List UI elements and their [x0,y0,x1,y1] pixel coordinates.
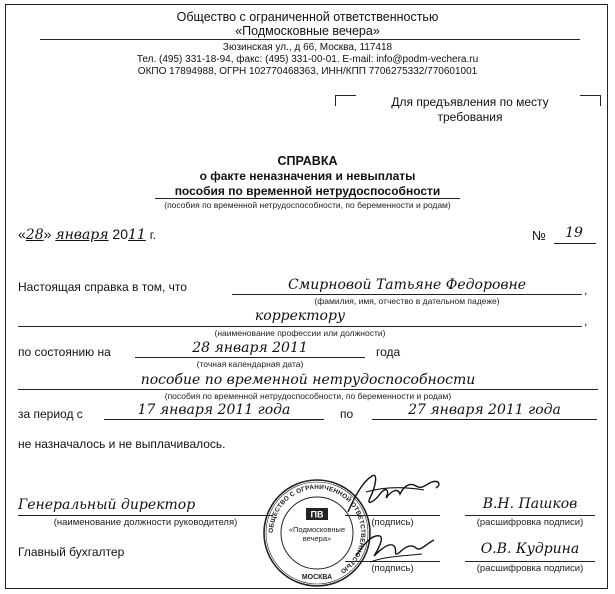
org-codes: ОКПО 17894988, ОГРН 102770468363, ИНН/КПП 7706275332/770601001 [137,66,478,77]
addressee-corner-left [335,95,356,106]
date-year-prefix: 20 [112,226,128,242]
person-rule [232,294,582,295]
date-day: 28 [25,227,44,243]
stamp-city: МОСКВА [301,574,333,581]
intro-text: Настоящая справка в том, что [18,280,187,294]
number-label: № [532,228,546,243]
document-title: СПРАВКА [277,154,338,168]
org-name-line2: «Подмосковные вечера» [235,24,380,38]
addressee-line1: Для предъявления по месту [391,95,549,109]
state-year-word: года [376,345,401,359]
position-comma: , [584,314,588,328]
org-name-line1: Общество с ограниченной ответственностью [176,10,439,24]
position-rule [18,326,582,327]
benefit-rule [18,389,598,390]
director-name: В.Н. Пашков [482,496,578,512]
period-to-label: по [340,407,354,421]
director-title: Генеральный директор [18,497,196,513]
person-hint: (фамилия, имя, отчество в дательном падеже) [314,296,500,306]
position-value: корректору [254,308,346,324]
director-name-rule [465,515,595,516]
person-name: Смирновой Татьяне Федоровне [287,277,527,293]
director-title-hint: (наименование должности руководителя) [53,517,238,528]
header-rule [40,39,580,40]
accountant-name-rule [465,561,595,562]
date-month: января [55,227,109,243]
accountant-name: О.В. Кудрина [480,541,580,557]
number-rule [554,243,596,244]
title-hint: (пособия по временной нетрудоспособности, по беременности и родам) [164,200,451,210]
stamp-name-line2: вечера» [302,534,332,543]
director-title-rule [18,515,273,516]
stamp-ring-text: ОБЩЕСТВО С ОГРАНИЧЕННОЙ ОТВЕТСТВЕННОСТЬЮ [267,483,367,575]
accountant-signature [350,526,440,568]
benefit-value: пособие по временной нетрудоспособности [140,372,476,388]
issue-date [18,226,156,243]
state-label: по состоянию на [18,345,111,359]
accountant-name-hint: (расшифровка подписи) [476,563,584,574]
date-close-quote: » [43,226,52,242]
position-hint: (наименование профессии или должности) [214,328,386,338]
stamp-logo: ПВ [310,509,324,520]
addressee-line2: требования [437,110,503,124]
accountant-signature-hint: (подпись) [371,563,414,574]
person-comma: , [584,283,588,297]
director-signature-hint: (подпись) [371,517,414,528]
document-subtitle-1: о факте неназначения и невыплаты [199,169,416,183]
period-from-rule [104,419,324,420]
state-date: 28 января 2011 [192,340,308,356]
director-signature [340,468,450,518]
period-to: 27 января 2011 года [408,402,561,418]
stamp-name-line1: «Подмосковные [288,525,346,534]
benefit-hint: (пособия по временной нетрудоспособности, по беременности и родам) [164,391,452,401]
date-year-mark: г. [149,228,156,242]
director-name-hint: (расшифровка подписи) [476,517,584,528]
period-from: 17 января 2011 года [137,402,291,418]
period-label: за период с [18,407,83,421]
title-rule [155,198,460,199]
accountant-title: Главный бухгалтер [18,545,125,559]
org-contacts: Тел. (495) 331-18-94, факс: (495) 331-00-01. E-mail: info@podm-vechera.ru [136,54,479,65]
document-subtitle-2: пособия по временной нетрудоспособности [174,184,441,198]
period-to-rule [372,419,597,420]
date-year-suffix: 11 [128,227,146,243]
state-hint: (точная календарная дата) [196,359,304,369]
number-value: 19 [565,225,583,241]
date-open-quote: « [18,226,26,242]
state-rule [135,357,365,358]
org-address: Зюзинская ул., д 66, Москва, 117418 [222,42,393,53]
conclusion-text: не назначалось и не выплачивалось. [18,437,226,451]
